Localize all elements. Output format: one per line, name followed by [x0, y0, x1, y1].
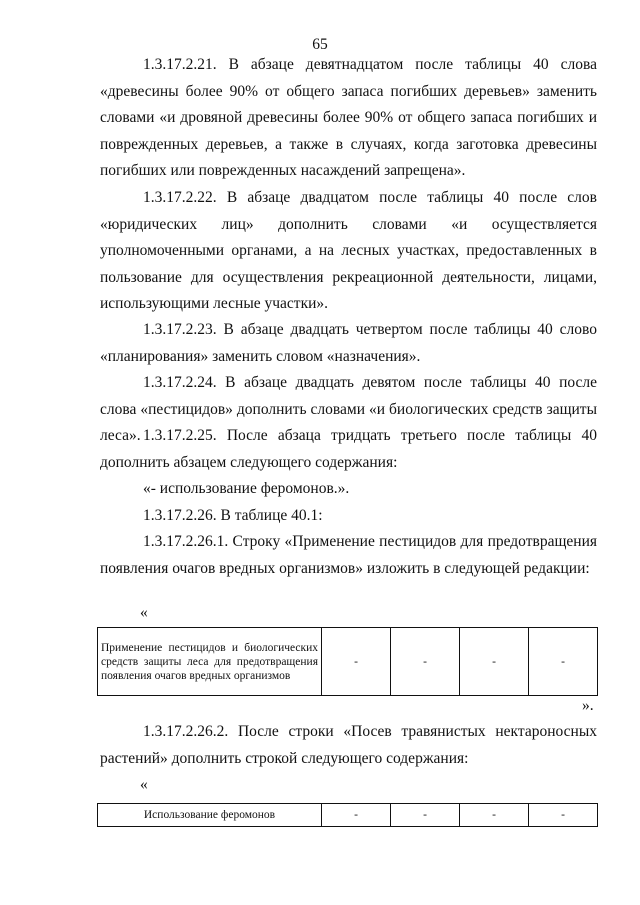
- table-cell: -: [391, 628, 460, 696]
- table-cell: -: [460, 628, 529, 696]
- row-label: Применение пестицидов и биологических средств защиты леса для предотвращения появления очагов вредных организмов: [98, 628, 322, 696]
- table-cell: -: [460, 804, 529, 827]
- table-pesticides-row: [97, 627, 598, 696]
- paragraph-1-3-17-2-26-1: 1.3.17.2.26.1. Строку «Применение пестицидов для предотвращения появления очагов вредных организмов» изложить в следующей редакции:: [100, 533, 597, 577]
- quote-close-1: ».: [582, 697, 594, 714]
- paragraph-1-3-17-2-24: 1.3.17.2.24. В абзаце двадцать девятом после таблицы 40 после слова «пестицидов» дополнить словами «и биологических средств защиты леса».: [100, 374, 597, 444]
- table-pheromones-row: [97, 803, 598, 827]
- row-label: Использование феромонов: [98, 804, 322, 827]
- paragraph-1-3-17-2-22: 1.3.17.2.22. В абзаце двадцатом после таблицы 40 после слов «юридических лиц» дополнить словами «и осуществляется уполномоченными органами, а на лесных участках, предоставленных в пользование для осуществления рекреационной деятельности, лицами, использующими лесные участки».: [100, 189, 597, 312]
- page-number: 65: [312, 36, 328, 53]
- paragraph-1-3-17-2-23: 1.3.17.2.23. В абзаце двадцать четвертом после таблицы 40 слово «планирования» заменить словом «назначения».: [100, 321, 597, 365]
- paragraph-1-3-17-2-26: 1.3.17.2.26. В таблице 40.1:: [143, 507, 323, 524]
- table-cell: -: [391, 804, 460, 827]
- table-cell: -: [529, 628, 598, 696]
- table-cell: -: [322, 804, 391, 827]
- paragraph-1-3-17-2-21: 1.3.17.2.21. В абзаце девятнадцатом после таблицы 40 слова «древесины более 90% от общего запаса погибших деревьев» заменить словами «и дровяной древесины более 90% от общего запаса погибших и поврежденных деревьев, а также в случаях, когда заготовка древесины погибших или поврежденных насаждений запрещена».: [100, 56, 597, 179]
- table-row: [98, 628, 598, 696]
- table-cell: -: [322, 628, 391, 696]
- quote-open-1: «: [140, 604, 148, 621]
- quote-open-2: «: [140, 776, 148, 793]
- inserted-paragraph-pheromones: «- использование феромонов.».: [143, 480, 350, 497]
- table-cell: -: [529, 804, 598, 827]
- paragraph-1-3-17-2-25: 1.3.17.2.25. После абзаца тридцать третьего после таблицы 40 дополнить абзацем следующего содержания:: [100, 427, 597, 471]
- table-row: [98, 804, 598, 827]
- paragraph-1-3-17-2-26-2: 1.3.17.2.26.2. После строки «Посев травянистых нектароносных растений» дополнить строкой следующего содержания:: [100, 723, 597, 767]
